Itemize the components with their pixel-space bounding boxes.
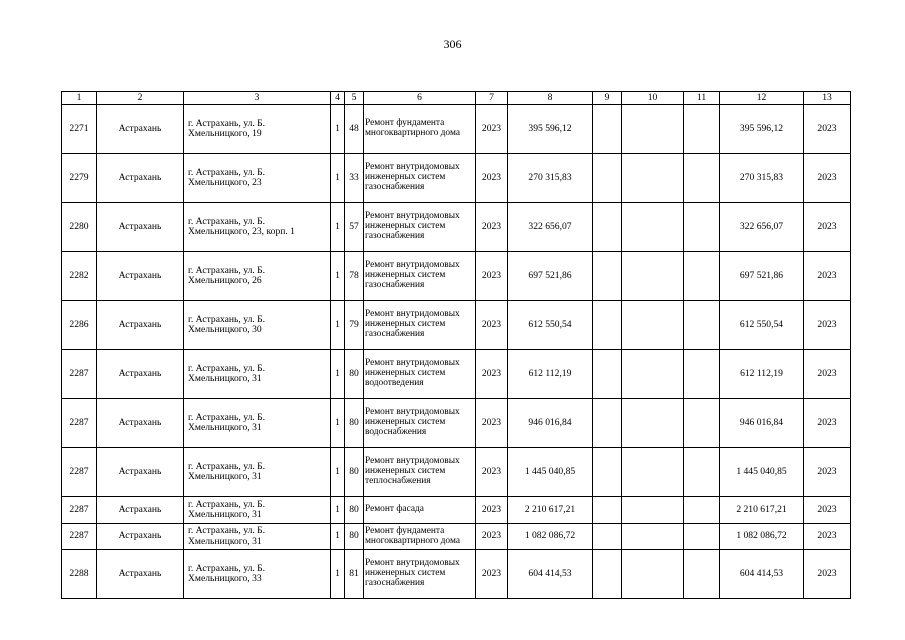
row-number-cell: 2282: [62, 252, 97, 301]
house-number-cell: 81: [345, 550, 364, 599]
completion-year-cell: 2023: [804, 252, 851, 301]
work-type-cell: Ремонт внутридомовых инженерных систем водоотведения: [364, 350, 476, 399]
house-number-cell: 78: [345, 252, 364, 301]
table-row: [62, 524, 851, 550]
address-cell: г. Астрахань, ул. Б. Хмельницкого, 31: [184, 524, 331, 550]
completion-year-cell: 2023: [804, 497, 851, 524]
table-row: [62, 203, 851, 252]
house-number-cell: 80: [345, 350, 364, 399]
locality-cell: Астрахань: [97, 399, 184, 448]
count-cell: 1: [331, 301, 345, 350]
row-number-cell: 2287: [62, 524, 97, 550]
completion-year-cell: 2023: [804, 154, 851, 203]
address-cell: г. Астрахань, ул. Б. Хмельницкого, 30: [184, 301, 331, 350]
table-row: [62, 448, 851, 497]
col11-cell: [684, 350, 720, 399]
year-cell: 2023: [476, 350, 508, 399]
table-row: [62, 301, 851, 350]
cost-cell: 395 596,12: [508, 105, 593, 154]
column-header: 8: [508, 92, 593, 105]
locality-cell: Астрахань: [97, 448, 184, 497]
work-type-cell: Ремонт фасада: [364, 497, 476, 524]
address-cell: г. Астрахань, ул. Б. Хмельницкого, 31: [184, 448, 331, 497]
row-number-cell: 2287: [62, 399, 97, 448]
column-header: 4: [331, 92, 345, 105]
total-cost-cell: 322 656,07: [720, 203, 804, 252]
column-header: 2: [97, 92, 184, 105]
column-header: 6: [364, 92, 476, 105]
table-row: [62, 497, 851, 524]
col10-cell: [622, 448, 684, 497]
col11-cell: [684, 203, 720, 252]
address-cell: г. Астрахань, ул. Б. Хмельницкого, 23: [184, 154, 331, 203]
locality-cell: Астрахань: [97, 350, 184, 399]
column-header: 11: [684, 92, 720, 105]
column-header: 10: [622, 92, 684, 105]
col11-cell: [684, 448, 720, 497]
address-cell: г. Астрахань, ул. Б. Хмельницкого, 19: [184, 105, 331, 154]
column-header: 1: [62, 92, 97, 105]
work-type-cell: Ремонт внутридомовых инженерных систем водоснабжения: [364, 399, 476, 448]
total-cost-cell: 270 315,83: [720, 154, 804, 203]
column-header: 12: [720, 92, 804, 105]
count-cell: 1: [331, 550, 345, 599]
col10-cell: [622, 301, 684, 350]
year-cell: 2023: [476, 448, 508, 497]
column-header: 9: [593, 92, 622, 105]
year-cell: 2023: [476, 524, 508, 550]
count-cell: 1: [331, 448, 345, 497]
total-cost-cell: 1 445 040,85: [720, 448, 804, 497]
count-cell: 1: [331, 105, 345, 154]
col10-cell: [622, 350, 684, 399]
count-cell: 1: [331, 350, 345, 399]
col9-cell: [593, 252, 622, 301]
col9-cell: [593, 203, 622, 252]
table-row: [62, 350, 851, 399]
table-row: [62, 252, 851, 301]
house-number-cell: 80: [345, 524, 364, 550]
page-number: 306: [443, 37, 462, 51]
address-cell: г. Астрахань, ул. Б. Хмельницкого, 31: [184, 399, 331, 448]
col9-cell: [593, 550, 622, 599]
address-cell: г. Астрахань, ул. Б. Хмельницкого, 23, корп. 1: [184, 203, 331, 252]
col10-cell: [622, 252, 684, 301]
work-type-cell: Ремонт внутридомовых инженерных систем газоснабжения: [364, 301, 476, 350]
row-number-cell: 2288: [62, 550, 97, 599]
address-cell: г. Астрахань, ул. Б. Хмельницкого, 33: [184, 550, 331, 599]
work-type-cell: Ремонт внутридомовых инженерных систем газоснабжения: [364, 550, 476, 599]
cost-cell: 2 210 617,21: [508, 497, 593, 524]
col10-cell: [622, 550, 684, 599]
work-type-cell: Ремонт фундамента многоквартирного дома: [364, 524, 476, 550]
col9-cell: [593, 105, 622, 154]
table-row: [62, 399, 851, 448]
col11-cell: [684, 497, 720, 524]
table-row: [62, 154, 851, 203]
count-cell: 1: [331, 154, 345, 203]
year-cell: 2023: [476, 497, 508, 524]
cost-cell: 1 082 086,72: [508, 524, 593, 550]
total-cost-cell: 612 550,54: [720, 301, 804, 350]
completion-year-cell: 2023: [804, 105, 851, 154]
total-cost-cell: 604 414,53: [720, 550, 804, 599]
row-number-cell: 2287: [62, 350, 97, 399]
year-cell: 2023: [476, 105, 508, 154]
col9-cell: [593, 399, 622, 448]
col9-cell: [593, 301, 622, 350]
work-type-cell: Ремонт внутридомовых инженерных систем газоснабжения: [364, 203, 476, 252]
house-number-cell: 80: [345, 497, 364, 524]
locality-cell: Астрахань: [97, 497, 184, 524]
count-cell: 1: [331, 203, 345, 252]
table-body: [62, 105, 851, 599]
row-number-cell: 2280: [62, 203, 97, 252]
column-header: 5: [345, 92, 364, 105]
count-cell: 1: [331, 252, 345, 301]
col9-cell: [593, 154, 622, 203]
header-row: [62, 92, 851, 105]
completion-year-cell: 2023: [804, 301, 851, 350]
cost-cell: 1 445 040,85: [508, 448, 593, 497]
count-cell: 1: [331, 524, 345, 550]
address-cell: г. Астрахань, ул. Б. Хмельницкого, 31: [184, 497, 331, 524]
house-number-cell: 57: [345, 203, 364, 252]
year-cell: 2023: [476, 550, 508, 599]
col10-cell: [622, 497, 684, 524]
locality-cell: Астрахань: [97, 550, 184, 599]
cost-cell: 322 656,07: [508, 203, 593, 252]
repair-program-table: [61, 91, 851, 599]
house-number-cell: 80: [345, 448, 364, 497]
work-type-cell: Ремонт внутридомовых инженерных систем теплоснабжения: [364, 448, 476, 497]
col10-cell: [622, 105, 684, 154]
cost-cell: 697 521,86: [508, 252, 593, 301]
year-cell: 2023: [476, 154, 508, 203]
col11-cell: [684, 105, 720, 154]
house-number-cell: 80: [345, 399, 364, 448]
house-number-cell: 33: [345, 154, 364, 203]
row-number-cell: 2286: [62, 301, 97, 350]
address-cell: г. Астрахань, ул. Б. Хмельницкого, 26: [184, 252, 331, 301]
column-header: 3: [184, 92, 331, 105]
col11-cell: [684, 550, 720, 599]
locality-cell: Астрахань: [97, 301, 184, 350]
total-cost-cell: 946 016,84: [720, 399, 804, 448]
work-type-cell: Ремонт фундамента многоквартирного дома: [364, 105, 476, 154]
col10-cell: [622, 524, 684, 550]
col9-cell: [593, 350, 622, 399]
row-number-cell: 2287: [62, 497, 97, 524]
work-type-cell: Ремонт внутридомовых инженерных систем газоснабжения: [364, 252, 476, 301]
address-cell: г. Астрахань, ул. Б. Хмельницкого, 31: [184, 350, 331, 399]
col11-cell: [684, 252, 720, 301]
cost-cell: 946 016,84: [508, 399, 593, 448]
column-header: 7: [476, 92, 508, 105]
table-row: [62, 550, 851, 599]
completion-year-cell: 2023: [804, 399, 851, 448]
col11-cell: [684, 399, 720, 448]
locality-cell: Астрахань: [97, 203, 184, 252]
completion-year-cell: 2023: [804, 448, 851, 497]
row-number-cell: 2271: [62, 105, 97, 154]
cost-cell: 612 112,19: [508, 350, 593, 399]
year-cell: 2023: [476, 252, 508, 301]
year-cell: 2023: [476, 203, 508, 252]
col10-cell: [622, 154, 684, 203]
completion-year-cell: 2023: [804, 550, 851, 599]
total-cost-cell: 612 112,19: [720, 350, 804, 399]
house-number-cell: 79: [345, 301, 364, 350]
col9-cell: [593, 524, 622, 550]
column-header: 13: [804, 92, 851, 105]
year-cell: 2023: [476, 399, 508, 448]
col11-cell: [684, 524, 720, 550]
table-row: [62, 105, 851, 154]
col11-cell: [684, 301, 720, 350]
total-cost-cell: 697 521,86: [720, 252, 804, 301]
total-cost-cell: 395 596,12: [720, 105, 804, 154]
year-cell: 2023: [476, 301, 508, 350]
locality-cell: Астрахань: [97, 252, 184, 301]
completion-year-cell: 2023: [804, 203, 851, 252]
cost-cell: 270 315,83: [508, 154, 593, 203]
locality-cell: Астрахань: [97, 154, 184, 203]
cost-cell: 604 414,53: [508, 550, 593, 599]
house-number-cell: 48: [345, 105, 364, 154]
total-cost-cell: 2 210 617,21: [720, 497, 804, 524]
work-type-cell: Ремонт внутридомовых инженерных систем газоснабжения: [364, 154, 476, 203]
cost-cell: 612 550,54: [508, 301, 593, 350]
col11-cell: [684, 154, 720, 203]
count-cell: 1: [331, 399, 345, 448]
row-number-cell: 2287: [62, 448, 97, 497]
locality-cell: Астрахань: [97, 524, 184, 550]
completion-year-cell: 2023: [804, 350, 851, 399]
col9-cell: [593, 497, 622, 524]
completion-year-cell: 2023: [804, 524, 851, 550]
col9-cell: [593, 448, 622, 497]
row-number-cell: 2279: [62, 154, 97, 203]
locality-cell: Астрахань: [97, 105, 184, 154]
col10-cell: [622, 399, 684, 448]
count-cell: 1: [331, 497, 345, 524]
total-cost-cell: 1 082 086,72: [720, 524, 804, 550]
col10-cell: [622, 203, 684, 252]
